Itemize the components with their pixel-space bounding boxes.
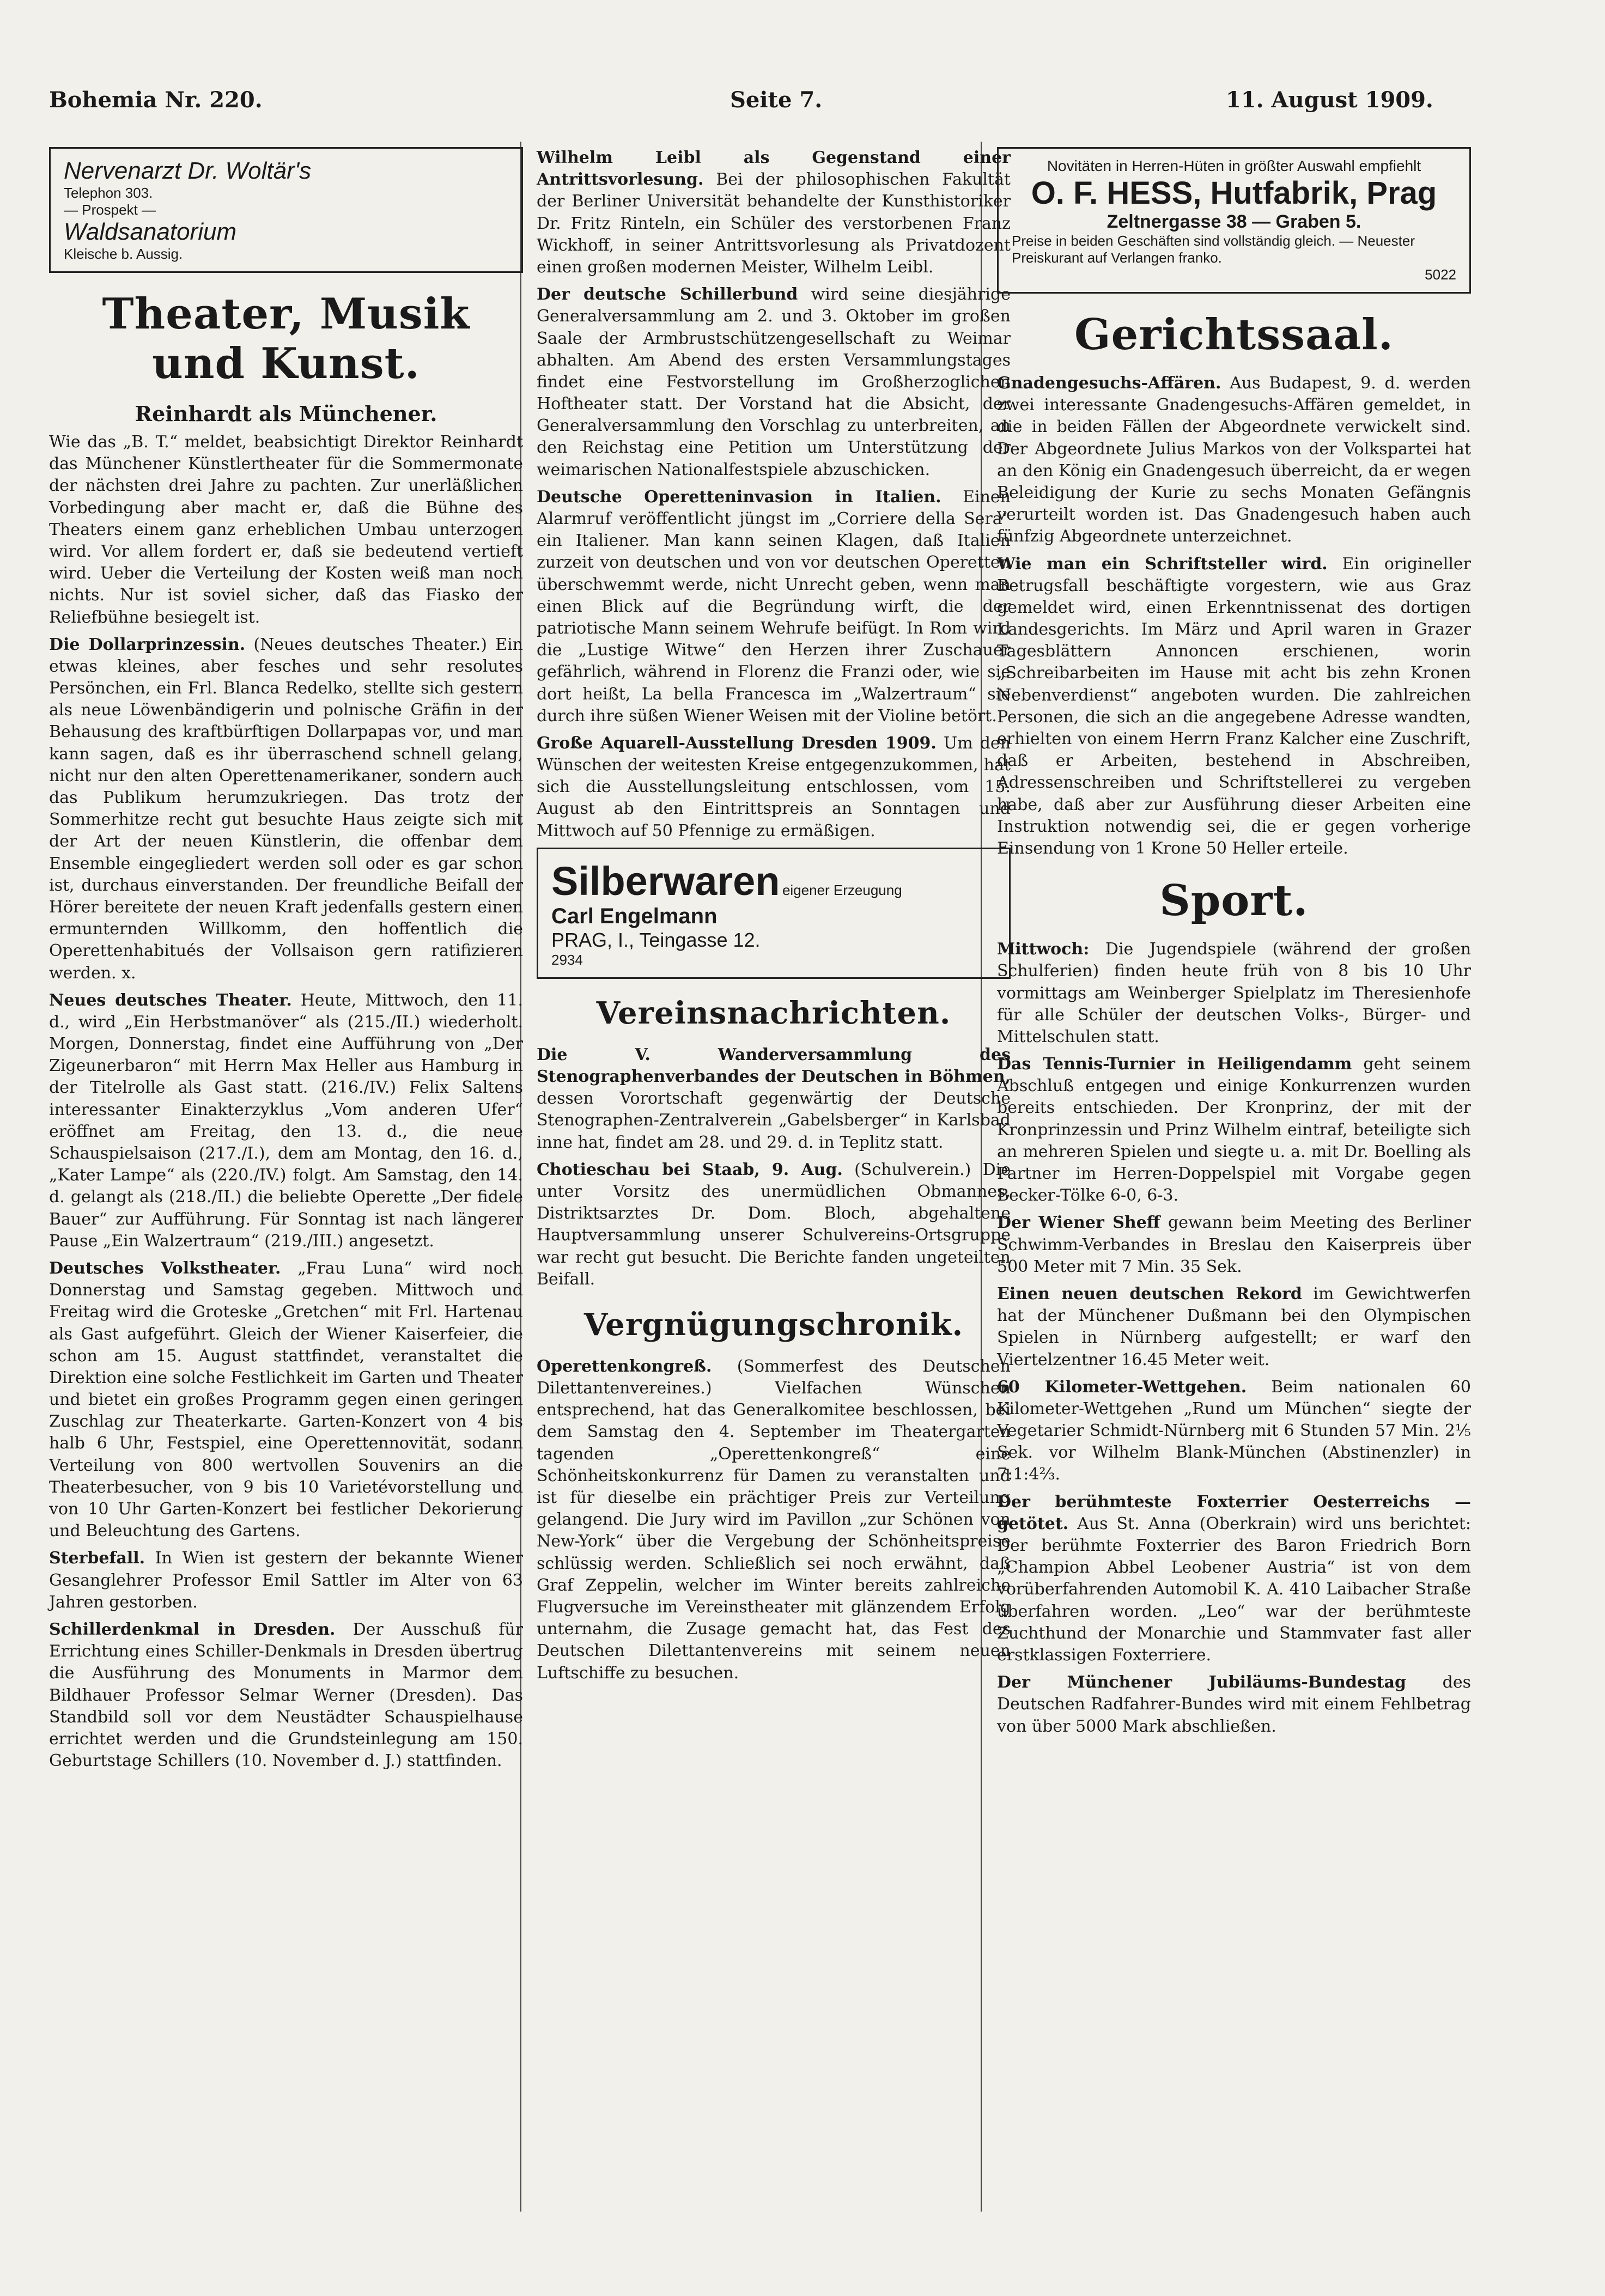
article-heading: Die Dollarprinzessin.	[49, 635, 246, 654]
ad-firm: O. F. HESS, Hutfabrik, Prag	[1031, 175, 1437, 211]
article-text: gewann beim Meeting des Berliner Schwimm-Verbandes in Breslau den Kaiserpreis über 500 Meter mit 7 Min. 35 Sek.	[997, 1213, 1471, 1276]
column-middle	[537, 147, 1011, 1690]
article-text: Die Jugendspiele (während der großen Schulferien) finden heute früh von 8 bis 10 Uhr vormittags am Weinberger Spielplatz im Theresienhofe für alle Schüler der deutschen Volks-, Bürger- und Mittelschulen statt.	[997, 940, 1471, 1046]
article-text: In Wien ist gestern der bekannte Wiener Gesanglehrer Professor Emil Sattler im Alter von 63 Jahren gestorben.	[49, 1549, 523, 1612]
ad-address: Zeltnergasse 38 — Graben 5.	[1107, 211, 1361, 232]
ad-address: PRAG, I., Teingasse 12.	[551, 928, 761, 951]
article-heading: Der berühmteste Foxterrier Oesterreichs — getötet.	[997, 1492, 1471, 1533]
article-text: (Sommerfest des Deutschen Dilettantenvereines.) Vielfachen Wünschen entsprechend, hat das Generalkomitee beschlossen, bei dem Samstag den 4. September im Theatergarten tagenden „Operettenkongreß“ eine Schönheitskonkurrenz für Damen zu veranstalten und ist für dieselbe ein prächtiger Preis zur Verteilung gelangend. Die Jury wird im Pavillon „zur Schönen von New-York“ über die Vergebung der Schönheitspreise schlüssig werden. Schließlich sei noch erwähnt, daß Graf Zeppelin, welcher im Winter bereits zahlreiche Flugversuche im Vereinstheater mit glänzendem Erfolg unternahm, die Zusage gemacht hat, das Fest des Deutschen Dilettantenvereins mit seinem neuen Luftschiffe zu besuchen.	[537, 1356, 1011, 1683]
ad-top: Novitäten in Herren-Hüten in größter Auswahl empfiehlt	[1047, 157, 1421, 174]
article-text: Bei der philosophischen Fakultät der Berliner Universität behandelte der Kunsthistoriker Dr. Fritz Rinteln, ein Schüler des verstorbenen Franz Wickhoff, in seiner Antrittsvorlesung als Privatdozent einen großen modernen Meister, Wilhelm Leibl.	[537, 170, 1011, 277]
article-text: des Deutschen Radfahrer-Bundes wird mit einem Fehlbetrag von über 5000 Mark abschließen.	[997, 1673, 1471, 1736]
article-heading: Chotieschau bei Staab, 9. Aug.	[537, 1160, 843, 1179]
ad-number: 2934	[551, 951, 583, 968]
article-text: (Schulverein.) Die unter Vorsitz des unermüdlichen Obmannes, Distriktsarztes Dr. Dom. Bloch, abgehaltene Hauptversammlung unserer Schulvereins-Ortsgruppe war recht gut besucht. Die Berichte fanden ungeteilten Beifall.	[537, 1160, 1011, 1289]
ad-phone: Telephon 303.	[64, 185, 153, 201]
article-text: Um den Wünschen der weitesten Kreise entgegenzukommen, hat sich die Ausstellungsleitung entschlossen, vom 15. August ab den Eintrittspreis an Sonntagen und Mittwoch auf 50 Pfennige zu ermäßigen.	[537, 733, 1011, 841]
article-text: Ein origineller Betrugsfall beschäftigte vorgestern, wie aus Graz gemeldet wird, einen Erkenntnissenat des dortigen Landesgerichts. Im März und April waren in Grazer Tagesblättern Annoncen erschienen, worin „Schreibarbeiten im Hause mit acht bis zehn Kronen Nebenverdienst“ angeboten wurden. Die zahlreichen Personen, die sich an die angegebene Adresse wandten, erhielten von einem Herrn Franz Kalcher eine Zuschrift, daß er Arbeiten, bestehend in Abschreiben, Adressenschreiben und Schriftstellerei zu vergeben habe, daß aber zur Ausführung dieser Arbeiten eine Instruktion notwendig sei, die er gegen vorherige Einsendung von 1 Krone 50 Heller erteile.	[997, 554, 1472, 858]
article-heading: Das Tennis-Turnier in Heiligendamm	[997, 1055, 1352, 1074]
article-heading: Große Aquarell-Ausstellung Dresden 1909.	[537, 733, 937, 753]
section-title: Gerichtssaal.	[1074, 310, 1394, 360]
section-title: Theater, Musik und Kunst.	[102, 289, 470, 388]
article-heading: Der deutsche Schillerbund	[537, 285, 798, 304]
advertisement-hats	[997, 147, 1471, 294]
ad-tag: eigener Erzeugung	[782, 881, 902, 898]
ad-line1: Nervenarzt Dr. Woltär's	[64, 157, 312, 184]
article-text: Beim nationalen 60 Kilometer-Wettgehen „Rund um München“ siegte der Vegetarier Schmidt-Nürnberg mit 6 Stunden 57 Min. 2⅕ Sek. vor Wilhelm Blank-München (Abstinenzler) in 7:1:4⅔.	[997, 1377, 1471, 1484]
ad-place: Kleische b. Aussig.	[64, 246, 183, 262]
article-heading: Reinhardt als Münchener.	[135, 401, 437, 426]
article-heading: Die V. Wanderversammlung des Stenographenverbandes der Deutschen in Böhmen,	[537, 1045, 1011, 1086]
advertisement-sanatorium	[49, 147, 523, 273]
article-heading: Der Münchener Jubiläums-Bundestag	[997, 1673, 1406, 1692]
article-text: geht seinem Abschluß entgegen und einige Konkurrenzen wurden bereits entschieden. Der Kronprinz, der mit der Kronprinzessin und Prinz Wilhelm eintraf, beteiligte sich an mehreren Spielen und siegte u. a. mit Dr. Boelling als Partner im Herren-Doppelspiel mit Vorgabe gegen Becker-Tölke 6-0, 6-3.	[997, 1055, 1471, 1205]
article-text: im Gewichtwerfen hat der Münchener Dußmann bei den Olympischen Spielen in Nürnberg aufgestellt; er warf den Viertelzentner 16.45 Meter weit.	[997, 1284, 1472, 1369]
article-heading: Sterbefall.	[49, 1549, 145, 1568]
article-heading: 60 Kilometer-Wettgehen.	[997, 1377, 1247, 1397]
ad-number: 5022	[1425, 266, 1456, 283]
article-text: Aus St. Anna (Oberkrain) wird uns berichtet: Der berühmte Foxterrier des Baron Friedrich Born „Champion Abbel Leobener Austria“ ist von dem vorüberfahrenden Automobil K. A. 410 Laibacher Straße überfahren worden. „Leo“ war der berühmteste Zuchthund der Monarchie und Stammvater fast aller erstklassigen Foxterriere.	[997, 1514, 1471, 1665]
ad-prospect: — Prospekt —	[64, 202, 156, 218]
article-text: „Frau Luna“ wird noch Donnerstag und Samstag gegeben. Mittwoch und Freitag wird die Groteske „Gretchen“ mit Frl. Hartenau als Gast aufgeführt. Gleich der Wiener Kaiserfeier, die schon am 15. August stattfindet, veranstaltet die Direktion eine solche Festlichkeit im Garten und Theater und bietet ein großes Programm gegen einen geringen Zuschlag zur Theaterkarte. Garten-Konzert von 4 bis halb 6 Uhr, Festspiel, eine Operettennovität, sodann Verteilung von 800 wertvollen Souvenirs an die Theaterbesucher, von 9 bis 10 Varietévorstellung und von 10 Uhr Garten-Konzert bei festlicher Dekorierung und Beleuchtung des Gartens.	[49, 1258, 523, 1541]
page-number: Seite 7.	[730, 87, 823, 113]
ad-word: Silberwaren	[551, 858, 780, 904]
advertisement-silverware	[537, 848, 1011, 979]
article-heading: Deutsche Operetteninvasion in Italien.	[537, 487, 941, 507]
article-heading: Operettenkongreß.	[537, 1356, 712, 1376]
article-heading: Der Wiener Sheff	[997, 1213, 1160, 1233]
article-text: Wie das „B. T.“ meldet, beabsichtigt Direktor Reinhardt das Münchener Künstlertheater für die Sommermonate der nächsten drei Jahre zu pachten. Zur unerläßlichen Vorbedingung aber macht er, daß die Bühne des Theaters einem ganz erheblichen Umbau unterzogen wird. Vor allem fordert er, daß sie bedeutend vertieft wird. Ueber die Verteilung der Kosten weiß man noch nichts. Nur ist soviel sicher, daß das Fiasko der Reliefbühne besiegelt ist.	[49, 433, 523, 627]
ad-note: Preise in beiden Geschäften sind vollständig gleich. — Neuester Preiskurant auf Verlangen franko.	[1012, 233, 1415, 266]
article-text: Aus Budapest, 9. d. werden zwei interessante Gnadengesuchs-Affären gemeldet, in die in beiden Fällen der Abgeordnete verwickelt sind. Der Abgeordnete Julius Markos von der Volkspartei hat an den König ein Gnadengesuch überreicht, da er wegen Beleidigung der Kurie zu sechs Monaten Gefängnis verurteilt worden ist. Das Gnadengesuch haben auch fünfzig Abgeordnete unterzeichnet.	[997, 374, 1471, 546]
column-left	[49, 147, 523, 1777]
column-right	[997, 147, 1471, 1743]
issue-label: Bohemia Nr. 220.	[49, 87, 263, 113]
article-text: Der Ausschuß für Errichtung eines Schiller-Denkmals in Dresden übertrug die Ausführung des Monuments in Marmor dem Bildhauer Professor Selmar Werner (Dresden). Das Standbild soll vor dem Neustädter Schauspielhause errichtet werden und die Grundsteinlegung am 150. Geburtstage Schillers (10. November d. J.) stattfinden.	[49, 1619, 523, 1771]
article-heading: Wie man ein Schriftsteller wird.	[997, 554, 1328, 574]
article-heading: Deutsches Volkstheater.	[49, 1258, 281, 1278]
ad-firm: Carl Engelmann	[551, 904, 718, 928]
article-text: Heute, Mittwoch, den 11. d., wird „Ein Herbstmanöver“ als (215./II.) wiederholt. Morgen, Donnerstag, findet eine Aufführung von „Der Zigeunerbaron“ mit Herrn Max Heller aus Hamburg in der Titelrolle als Gast statt. (216./IV.) Felix Saltens interessanter Einakterzyklus „Vom anderen Ufer“ eröffnet am Freitag, den 13. d., die neue Schauspielsaison (217./I.), dem am Montag, den 16. d., „Kater Lampe“ als (220./IV.) folgt. Am Samstag, den 14. d. gelangt als (218./II.) die beliebte Operette „Der fidele Bauer“ zur Aufführung. Für Sonntag ist nach längerer Pause „Ein Walzertraum“ (219./III.) angesetzt.	[49, 990, 523, 1251]
ad-line2: Waldsanatorium	[64, 218, 237, 245]
article-text: (Neues deutsches Theater.) Ein etwas kleines, aber fesches und sehr resolutes Persönchen, ein Frl. Blanca Redelko, stellte sich gestern als neue Löwenbändigerin und polnische Gräfin in der Behausung des kraftbürftigen Dollarpapas vor, und man kann sagen, daß es ihr überraschend schnell gelang, nicht nur den alten Operettenamerikaner, sondern auch das Publikum herumzukriegen. Das trotz der Sommerhitze recht gut besuchte Haus zeigte sich mit der Art der neuen Künstlerin, die offenbar dem Ensemble eingegliedert werden soll oder es gar schon ist, durchaus einverstanden. Der freundliche Beifall der Hörer bereitete der neuen Kraft jedenfalls gestern einen ermunternden Willkomm, den hoffentlich die Operettenhabitués der Vollsaison gern ratifizieren werden. x.	[49, 635, 523, 983]
article-heading: Neues deutsches Theater.	[49, 990, 292, 1010]
section-title: Vereinsnachrichten.	[596, 995, 951, 1031]
article-heading: Gnadengesuchs-Affären.	[997, 374, 1221, 393]
article-text: dessen Vorortschaft gegenwärtig der Deutsche Stenographen-Zentralverein „Gabelsberger“ in Karlsbad inne hat, findet am 28. und 29. d. in Teplitz statt.	[537, 1089, 1011, 1152]
article-heading: Mittwoch:	[997, 940, 1090, 959]
issue-date: 11. August 1909.	[1226, 87, 1433, 113]
article-text: Einen Alarmruf veröffentlicht jüngst im „Corriere della Sera“ ein Italiener. Man kann seinen Klagen, daß Italien zurzeit von deutschen und von vor deutschen Operetten überschwemmt werde, nicht Unrecht geben, wenn man einen Blick auf die Begründung wirft, die der patriotische Mann seinem Wehrufe beifügt. In Rom wird die „Lustige Witwe“ den Herzen ihrer Zuschauer gefährlich, während in Florenz die Franzi oder, wie sie dort heißt, La bella Francesca im „Walzertraum“ sie durch ihre süßen Wiener Weisen mit der Violine betört.	[537, 487, 1011, 726]
section-title: Sport.	[1159, 876, 1309, 926]
article-heading: Einen neuen deutschen Rekord	[997, 1284, 1302, 1304]
article-heading: Wilhelm Leibl als Gegenstand einer Antrittsvorlesung.	[537, 148, 1011, 190]
section-title: Vergnügungschronik.	[583, 1306, 964, 1343]
article-heading: Schillerdenkmal in Dresden.	[49, 1619, 336, 1639]
article-text: wird seine diesjährige Generalversammlung am 2. und 3. Oktober im großen Saale der Armbrustschützengesellschaft zu Weimar abhalten. Am Abend des ersten Versammlungstages findet eine Festvorstellung im Großherzoglichen Hoftheater statt. Der Vorstand hat die Absicht, der Generalversammlung den Vorschlag zu unterbreiten, an den Reichstag eine Petition um Unterstützung der weimarischen Nationalfestspiele abzuschicken.	[537, 285, 1011, 479]
